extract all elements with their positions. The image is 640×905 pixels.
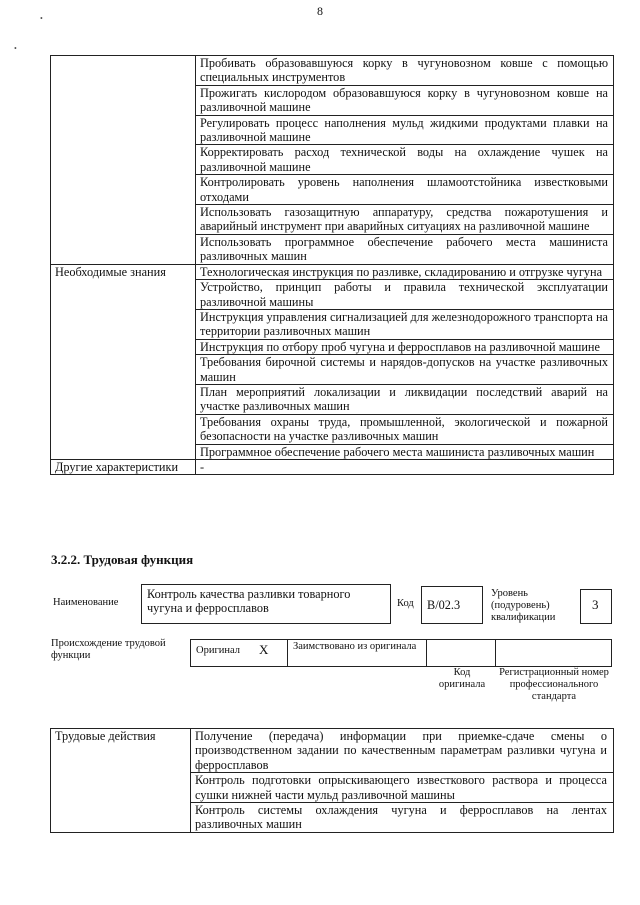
table-row xyxy=(51,264,614,279)
level-value: 3 xyxy=(592,597,599,612)
row-text-cell: - xyxy=(196,459,614,474)
row-text-cell: Устройство, принцип работы и правила технической эксплуатации разливочной машины xyxy=(196,280,614,310)
table-row xyxy=(51,729,614,773)
row-text-cell: Инструкция по отбору проб чугуна и ферросплавов на разливочной машине xyxy=(196,339,614,354)
row-text-cell: Инструкция управления сигнализацией для железнодорожного транспорта на территории разливочных машин xyxy=(196,309,614,339)
row-text-cell: План мероприятий локализации и ликвидации последствий аварий на участке разливочных машин xyxy=(196,384,614,414)
level-label: Уровень (подуровень) квалификации xyxy=(491,588,556,623)
origin-label: Происхождение трудовой функции xyxy=(51,638,166,661)
page-number: 8 xyxy=(317,4,323,18)
original-mark: X xyxy=(259,642,269,657)
row-text-cell: Программное обеспечение рабочего места машиниста разливочных машин xyxy=(196,444,614,459)
skills-knowledge-table xyxy=(50,55,614,475)
row-text-cell: Контроль системы охлаждения чугуна и ферросплавов на лентах разливочных машин xyxy=(191,803,614,833)
row-text-cell: Технологическая инструкция по разливке, складированию и отгрузке чугуна xyxy=(196,264,614,279)
row-text-cell: Контроль подготовки опрыскивающего известкового раствора и процесса сушки нижней части мульд разливочной машины xyxy=(191,773,614,803)
origin-divider xyxy=(495,639,496,667)
original-label: Оригинал xyxy=(196,645,240,656)
row-text-cell: Получение (передача) информации при приемке-сдаче смены о производственном задании по качественным параметрам разливки чугуна и ферросплавов xyxy=(191,729,614,773)
row-text-cell: Прожигать кислородом образовавшуюся корку в чугуновозном ковше на разливочной машине xyxy=(196,85,614,115)
row-label-cell xyxy=(51,56,196,265)
borrowed-label: Заимствовано из оригинала xyxy=(293,641,417,652)
code-label: Код xyxy=(397,598,414,609)
row-text-cell: Пробивать образовавшуюся корку в чугуновозном ковше с помощью специальных инструментов xyxy=(196,56,614,86)
margin-mark: • xyxy=(40,14,43,23)
margin-mark: • xyxy=(14,44,17,53)
reg-caption: Регистрационный номер профессионального стандарта xyxy=(499,667,609,702)
row-text-cell: Использовать газозащитную аппаратуру, средства пожаротушения и аварийный инструмент при аварийных ситуациях на разливочной машине xyxy=(196,205,614,235)
row-text-cell: Контролировать уровень наполнения шламоотстойника известковыми отходами xyxy=(196,175,614,205)
name-value: Контроль качества разливки товарного чугуна и ферросплавов xyxy=(147,587,351,615)
row-label-cell: Другие характеристики xyxy=(51,459,196,474)
row-text-cell: Требования бирочной системы и нарядов-допусков на участке разливочных машин xyxy=(196,355,614,385)
row-label-cell: Трудовые действия xyxy=(51,729,191,833)
row-text-cell: Использовать программное обеспечение рабочего места машиниста разливочных машин xyxy=(196,234,614,264)
section-heading: 3.2.2. Трудовая функция xyxy=(51,552,194,567)
origin-divider xyxy=(287,639,288,667)
code-caption: Код оригинала xyxy=(438,667,486,690)
row-text-cell: Корректировать расход технической воды на охлаждение чушек на разливочной машине xyxy=(196,145,614,175)
row-label-cell: Необходимые знания xyxy=(51,264,196,459)
table-row xyxy=(51,56,614,86)
name-label: Наименование xyxy=(53,597,119,608)
code-value: В/02.3 xyxy=(427,598,461,612)
origin-divider xyxy=(426,639,427,667)
labor-actions-table xyxy=(50,728,614,833)
row-text-cell: Требования охраны труда, промышленной, экологической и пожарной безопасности на участке разливочных машин xyxy=(196,414,614,444)
table-row xyxy=(51,459,614,474)
row-text-cell: Регулировать процесс наполнения мульд жидкими продуктами плавки на разливочной машине xyxy=(196,115,614,145)
